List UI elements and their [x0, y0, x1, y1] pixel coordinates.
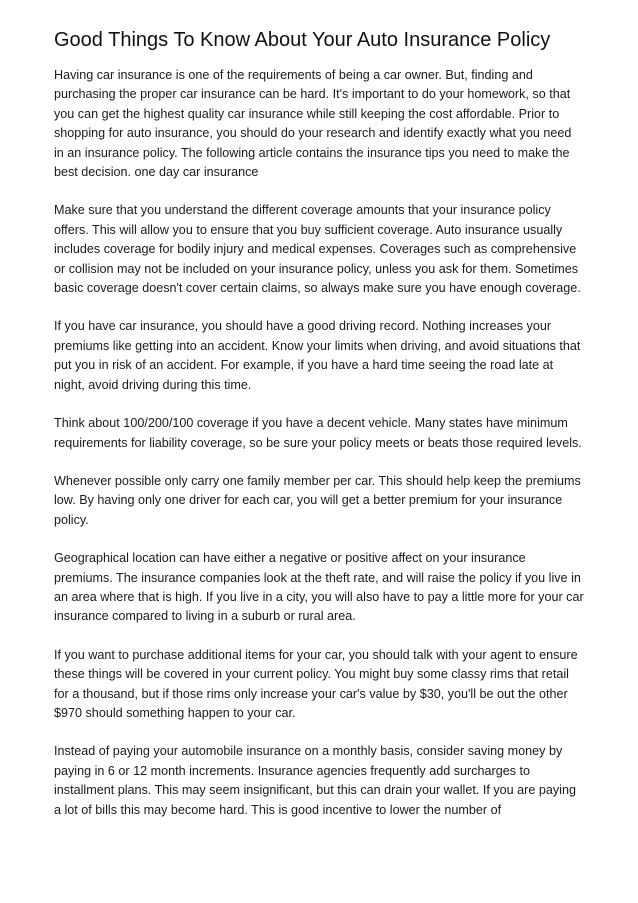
- document-body: [54, 66, 584, 839]
- paragraph-5: Whenever possible only carry one family member per car. This should help keep the premiums low. By having only one driver for each car, you will get a better premium for your insurance policy.: [54, 473, 581, 527]
- paragraph-4: Think about 100/200/100 coverage if you have a decent vehicle. Many states have minimum requirements for liability coverage, so be sure your policy meets or beats those required levels.: [54, 416, 582, 450]
- paragraph-3: If you have car insurance, you should have a good driving record. Nothing increases your premiums like getting into an accident. Know your limits when driving, and avoid situations that put you in risk of an accident. For example, if you have a hard time seeing the road late at night, avoid driving during this time.: [54, 319, 581, 392]
- document-title: Good Things To Know About Your Auto Insurance Policy: [54, 29, 551, 51]
- paragraph-7: If you want to purchase additional items for your car, you should talk with your agent to ensure these things will be covered in your current policy. You might buy some classy rims that retail for a thousand, but if those rims only increase your car's value by $30, you'll be out the other $970 should something happen to your car.: [54, 647, 578, 720]
- paragraph-8: Instead of paying your automobile insurance on a monthly basis, consider saving money by paying in 6 or 12 month increments. Insurance agencies frequently add surcharges to installment plans. This may seem insignificant, but this can drain your wallet. If you are paying a lot of bills this may become hard. This is good incentive to lower the number of: [54, 744, 576, 817]
- paragraph-1: Having car insurance is one of the requirements of being a car owner. But, finding and purchasing the proper car insurance can be hard. It's important to do your homework, so that you can get the highest quality car insurance while still keeping the cost affordable. Prior to shopping for auto insurance, you should do your research and identify exactly what you need in an insurance policy. The following article contains the insurance tips you need to make the best decision. one day car insurance: [54, 68, 572, 180]
- paragraph-6: Geographical location can have either a negative or positive affect on your insurance premiums. The insurance companies look at the theft rate, and will raise the policy if you live in an area where that is high. If you live in a city, you will also have to pay a little more for your car insurance compared to living in a suburb or rural area.: [54, 551, 584, 624]
- paragraph-2: Make sure that you understand the different coverage amounts that your insurance policy offers. This will allow you to ensure that you buy sufficient coverage. Auto insurance usually includes coverage for bodily injury and medical expenses. Coverages such as comprehensive or collision may not be included on your insurance policy, unless you ask for them. Sometimes basic coverage doesn't cover certain claims, so always make sure you have enough coverage.: [54, 203, 581, 296]
